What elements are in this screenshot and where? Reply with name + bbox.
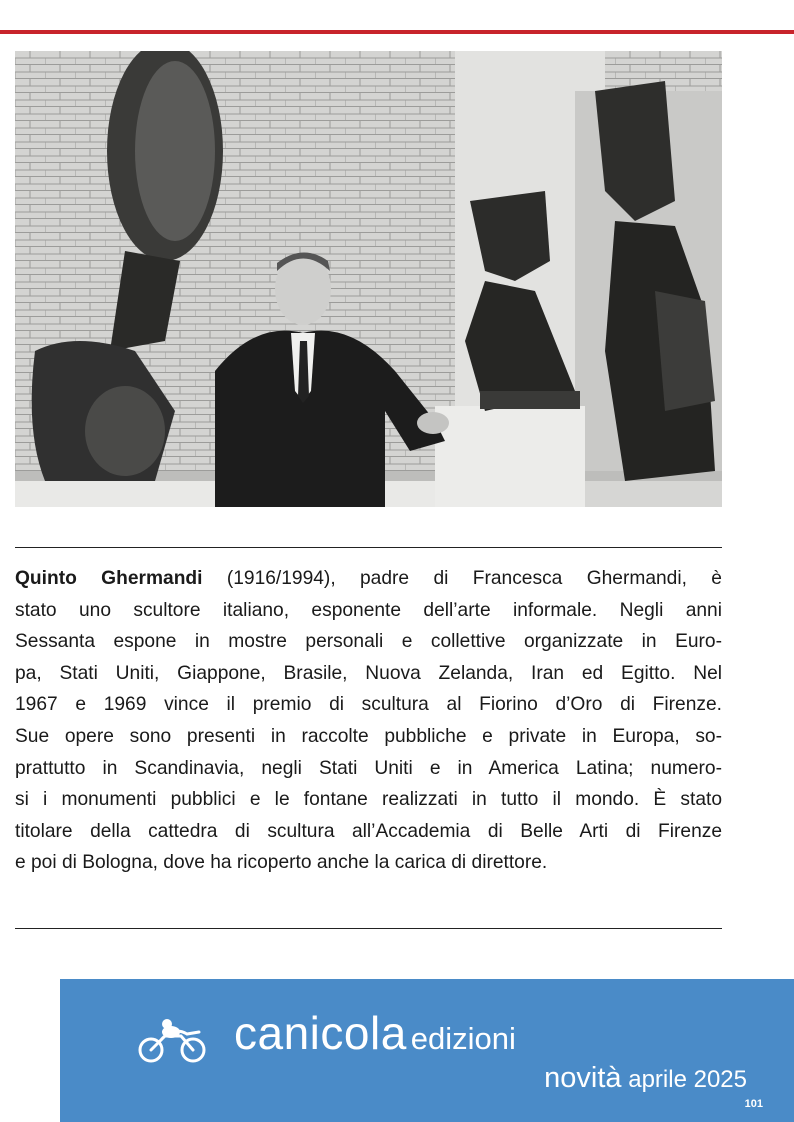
bio-line: prattutto in Scandinavia, negli Stati Uniti e in America Latina; numero- bbox=[15, 757, 722, 779]
bio-line: Sessanta espone in mostre personali e collettive organizzate in Euro- bbox=[15, 631, 722, 653]
bio-line: e poi di Bologna, dove ha ricoperto anche la carica di direttore. bbox=[15, 852, 548, 874]
divider-top bbox=[15, 547, 722, 548]
top-rule bbox=[0, 30, 794, 34]
brand-suffix: edizioni bbox=[410, 1021, 516, 1056]
bio-line: stato uno scultore italiano, esponente dell’arte informale. Negli anni bbox=[15, 599, 722, 621]
bio-line: titolare della cattedra di scultura all’Accademia di Belle Arti di Firenze bbox=[15, 820, 722, 842]
biography-text bbox=[15, 563, 722, 879]
page-number: 101 bbox=[744, 1098, 763, 1110]
issue-word: novità bbox=[544, 1062, 622, 1094]
bio-line: Quinto Ghermandi (1916/1994), padre di Francesca Ghermandi, è bbox=[15, 568, 722, 589]
bio-line: pa, Stati Uniti, Giappone, Brasile, Nuova Zelanda, Iran ed Egitto. Nel bbox=[15, 662, 722, 684]
issue-date: aprile 2025 bbox=[621, 1066, 747, 1093]
sculptor-photo bbox=[15, 51, 722, 507]
issue-label bbox=[544, 1062, 747, 1095]
motorcycle-icon bbox=[137, 1018, 209, 1064]
divider-bottom bbox=[15, 928, 722, 929]
bio-line: 1967 e 1969 vince il premio di scultura al Fiorino d’Oro di Firenze. bbox=[15, 694, 722, 716]
bio-line: si i monumenti pubblici e le fontane realizzati in tutto il mondo. È stato bbox=[15, 789, 722, 811]
brand-name: canicola bbox=[234, 1007, 407, 1059]
bio-line: Sue opere sono presenti in raccolte pubbliche e private in Europa, so- bbox=[15, 725, 722, 747]
publisher-brand bbox=[234, 1006, 516, 1060]
artist-name: Quinto Ghermandi bbox=[15, 568, 203, 589]
